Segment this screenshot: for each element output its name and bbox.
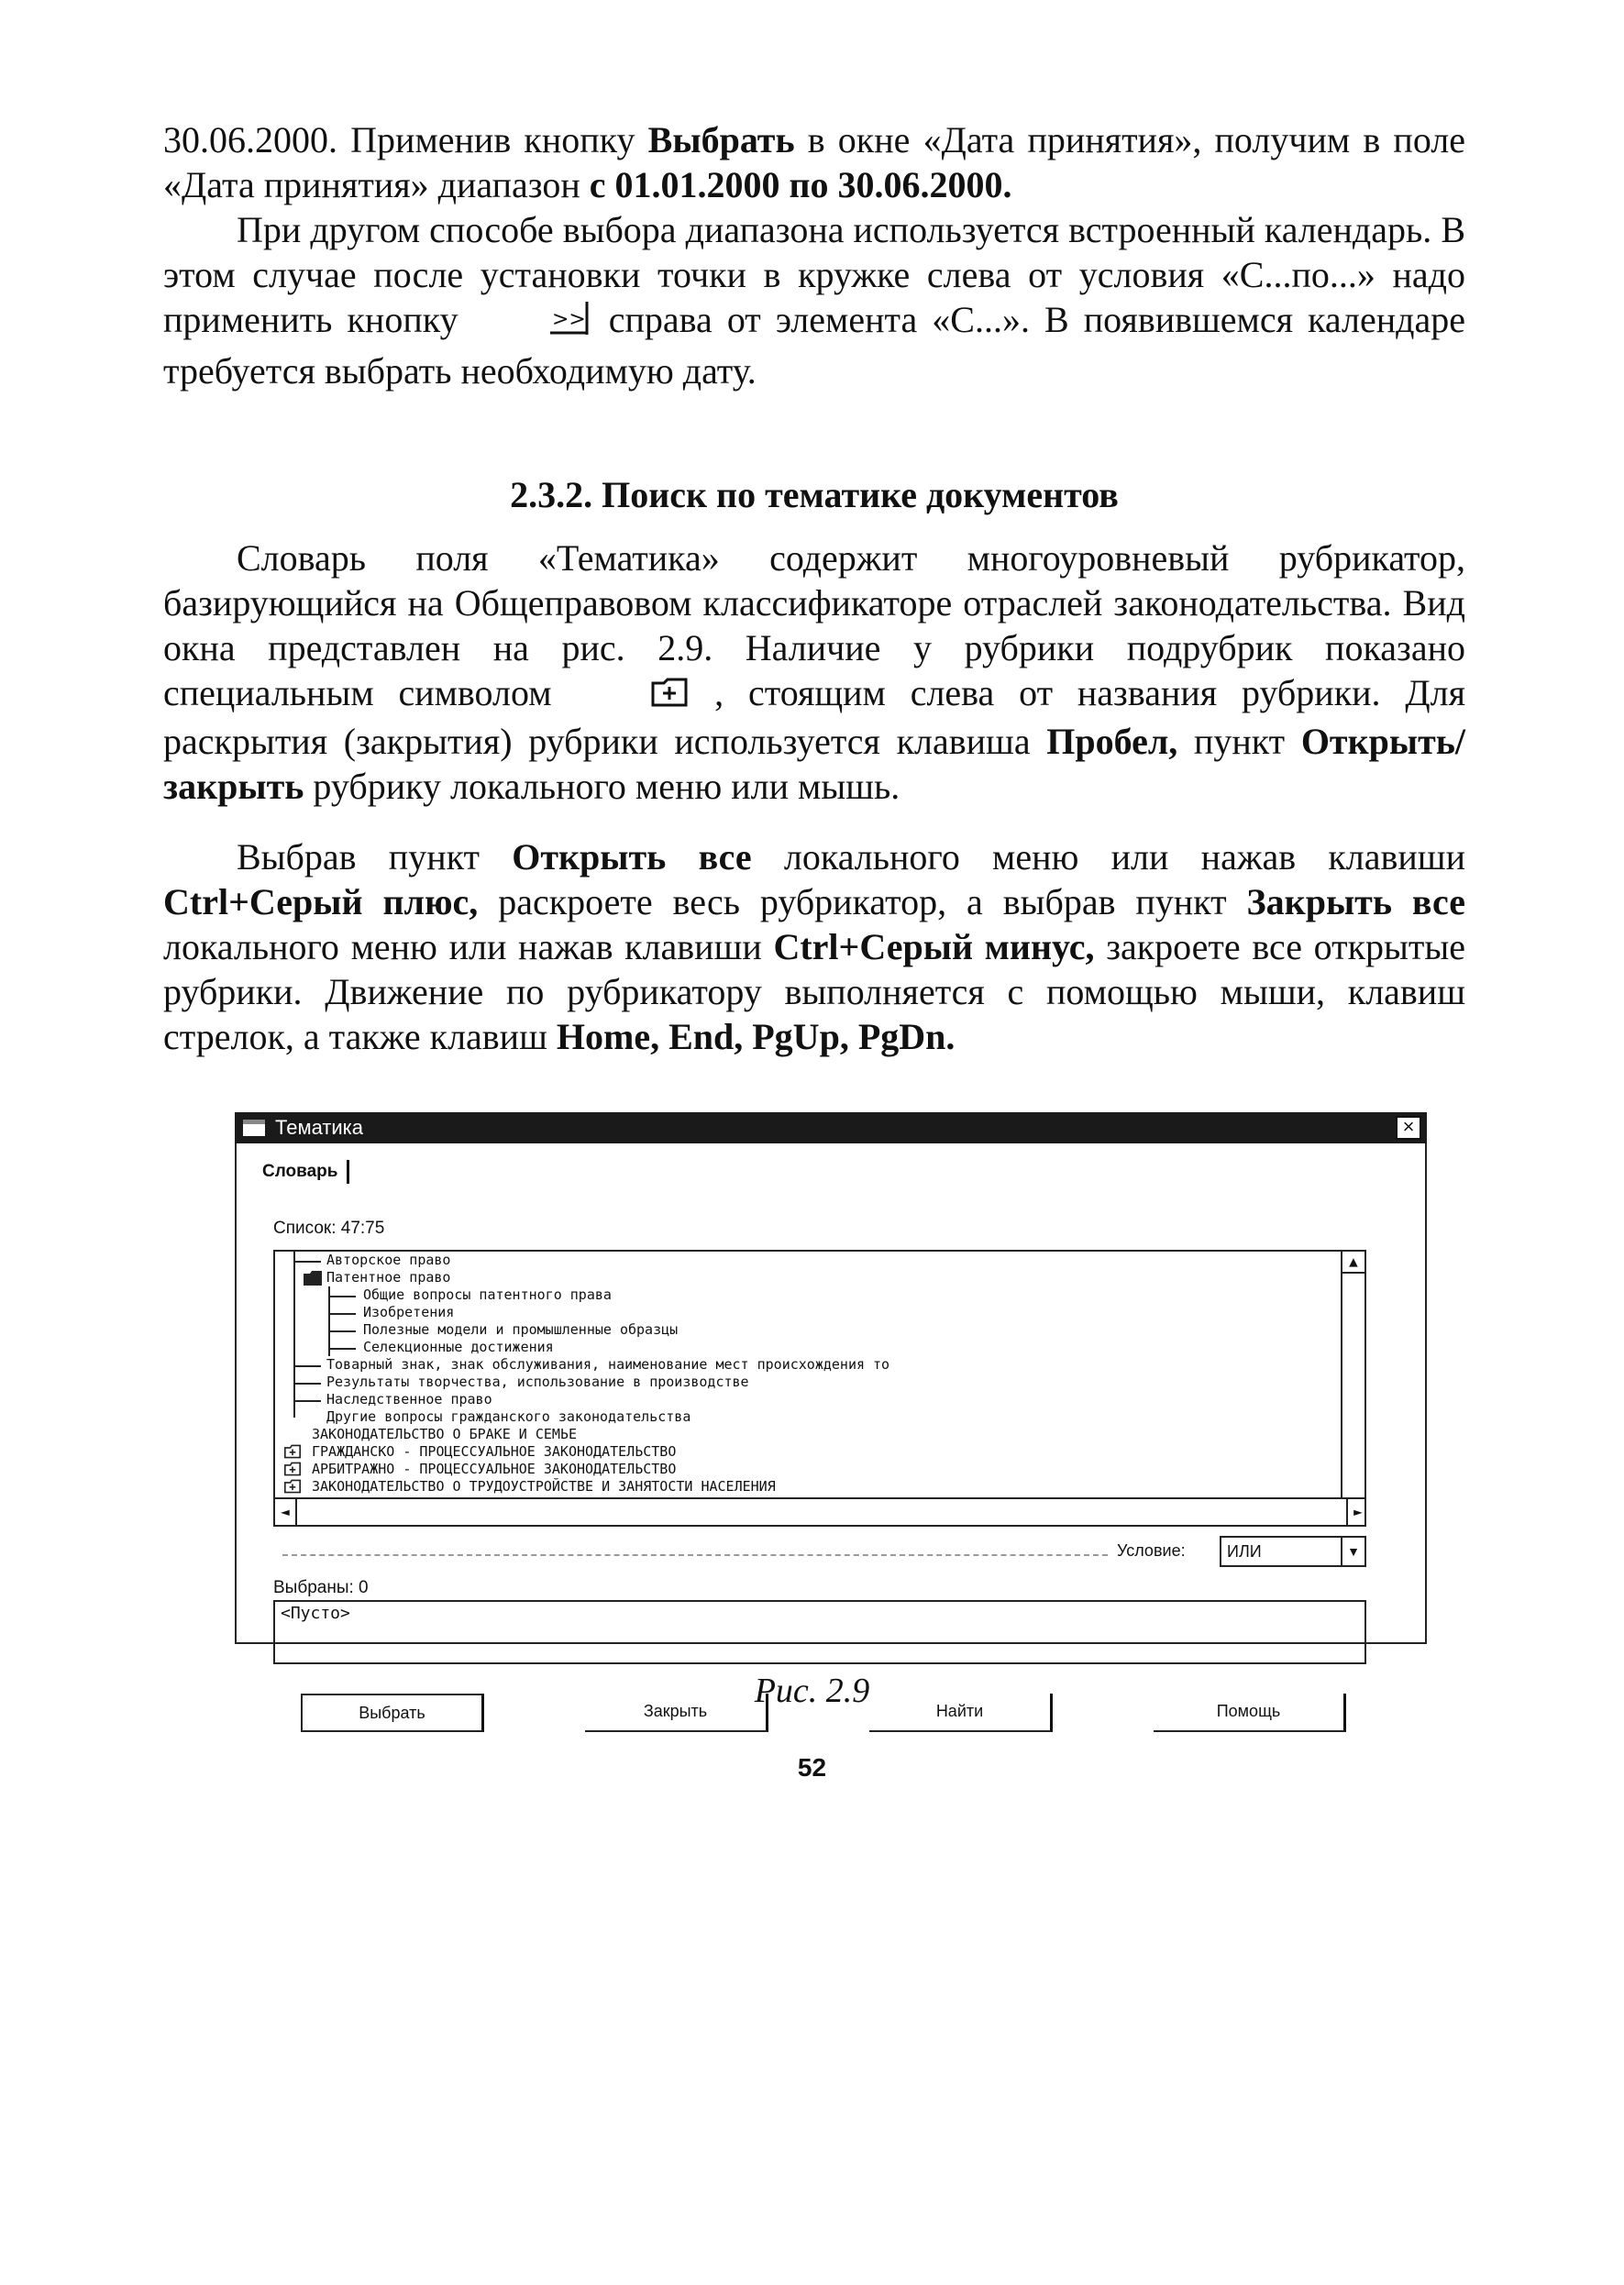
tree-line — [328, 1348, 356, 1350]
tree-item[interactable]: Авторское право — [326, 1252, 451, 1268]
window-icon — [242, 1119, 266, 1137]
folder-plus-icon[interactable] — [284, 1479, 301, 1494]
folder-minus-icon[interactable] — [303, 1270, 319, 1285]
divider — [282, 1554, 1108, 1556]
selected-empty-text: <Пусто> — [281, 1604, 350, 1623]
section-heading: 2.3.2. Поиск по тематике документов — [510, 474, 1119, 515]
tree-item[interactable]: ЗАКОНОДАТЕЛЬСТВО О БРАКЕ И СЕМЬЕ — [312, 1426, 577, 1442]
paragraph-4: Выбрав пункт Открыть все локального меню или нажав клавиши Ctrl+Серый плюс, раскроете весь рубрикатор, а выбрав пункт Закрыть все локального меню или нажав клавиши Ctrl+Серый минус, закроете все открытые рубрики. Движение по рубрикатору выполняется с помощью мыши, клавиш стрелок, а также клавиш Home, End, PgUp, PgDn. — [163, 836, 1466, 1057]
scroll-up-icon[interactable]: ▲ — [1342, 1252, 1364, 1274]
close-button[interactable]: × — [1396, 1116, 1421, 1140]
close-dialog-button[interactable]: Закрыть — [585, 1694, 768, 1732]
condition-label: Условие: — [1117, 1541, 1186, 1560]
tree-item[interactable]: Патентное право — [326, 1269, 451, 1286]
find-button[interactable]: Найти — [869, 1694, 1053, 1732]
horizontal-scrollbar[interactable] — [275, 1497, 1366, 1525]
folder-plus-icon — [576, 674, 690, 719]
page-number: 52 — [797, 1753, 827, 1782]
rubricator-tree[interactable] — [273, 1250, 1366, 1527]
tree-item[interactable]: ГРАЖДАНСКО - ПРОЦЕССУАЛЬНОЕ ЗАКОНОДАТЕЛЬСТВО — [312, 1443, 677, 1460]
window-title: Тематика — [275, 1116, 364, 1139]
scroll-right-icon[interactable]: ► — [1346, 1499, 1366, 1525]
svg-text:>>: >> — [551, 308, 586, 332]
help-button[interactable]: Помощь — [1154, 1694, 1346, 1732]
condition-value: ИЛИ — [1227, 1542, 1262, 1561]
paragraph-3: Словарь поля «Тематика» содержит многоуровневый рубрикатор, базирующийся на Общеправовом классификаторе отраслей законодательства. Вид окна представлен на рис. 2.9. Наличие у рубрики подрубрик показано специальным символом , стоящим слева от названия рубрики. Для раскрытия (закрытия) рубрики используется клавиша Пробел, пункт Открыть/закрыть рубрику локального меню или мышь. — [163, 537, 1466, 808]
tree-line — [293, 1400, 321, 1402]
list-caption: Список: 47:75 — [273, 1219, 385, 1238]
window-titlebar[interactable] — [235, 1112, 1427, 1143]
tree-item[interactable]: Результаты творчества, использование в производстве — [326, 1374, 749, 1390]
selected-list[interactable] — [273, 1600, 1366, 1664]
tree-line — [293, 1261, 321, 1263]
tree-line — [328, 1296, 356, 1297]
tree-line — [328, 1330, 356, 1332]
tree-item[interactable]: Селекционные достижения — [363, 1339, 554, 1355]
tree-line — [293, 1383, 321, 1385]
select-button[interactable]: Выбрать — [301, 1694, 484, 1732]
tree-item[interactable]: Полезные модели и промышленные образцы — [363, 1321, 679, 1338]
figure-caption: Рис. 2.9 — [754, 1672, 870, 1710]
vertical-scrollbar[interactable] — [1341, 1252, 1364, 1499]
tree-line — [293, 1252, 295, 1418]
paragraph-1: 30.06.2000. Применив кнопку Выбрать в окне «Дата принятия», получим в поле «Дата принятия» диапазон с 01.01.2000 по 30.06.2000. — [163, 119, 1466, 205]
selected-caption: Выбраны: 0 — [273, 1578, 369, 1597]
tab-dictionary[interactable]: Словарь — [259, 1160, 349, 1184]
tree-item[interactable]: Общие вопросы патентного права — [363, 1286, 612, 1303]
calendar-button-icon — [473, 298, 594, 348]
tree-item[interactable]: Изобретения — [363, 1304, 455, 1320]
tree-item[interactable]: Наследственное право — [326, 1391, 492, 1407]
folder-plus-icon[interactable] — [284, 1462, 301, 1476]
folder-plus-icon[interactable] — [284, 1444, 301, 1459]
tree-item[interactable]: Товарный знак, знак обслуживания, наименование мест происхождения то — [326, 1356, 890, 1373]
tree-item[interactable]: АРБИТРАЖНО - ПРОЦЕССУАЛЬНОЕ ЗАКОНОДАТЕЛЬСТВО — [312, 1461, 677, 1477]
tree-item[interactable]: ЗАКОНОДАТЕЛЬСТВО О ТРУДОУСТРОЙСТВЕ И ЗАНЯТОСТИ НАСЕЛЕНИЯ — [312, 1478, 776, 1495]
paragraph-2: При другом способе выбора диапазона используется встроенный календарь. В этом случае после установки точки в кружке слева от условия «С...по...» надо применить кнопку >> справа от элемента «С...». В появившемся календаре требуется выбрать необходимую дату. — [163, 209, 1465, 392]
chevron-down-icon[interactable]: ▼ — [1341, 1538, 1364, 1565]
tree-item[interactable]: Другие вопросы гражданского законодательства — [326, 1408, 691, 1425]
tree-line — [328, 1313, 356, 1315]
tree-line — [293, 1365, 321, 1367]
scroll-left-icon[interactable]: ◄ — [275, 1499, 297, 1525]
condition-select[interactable] — [1220, 1536, 1366, 1567]
